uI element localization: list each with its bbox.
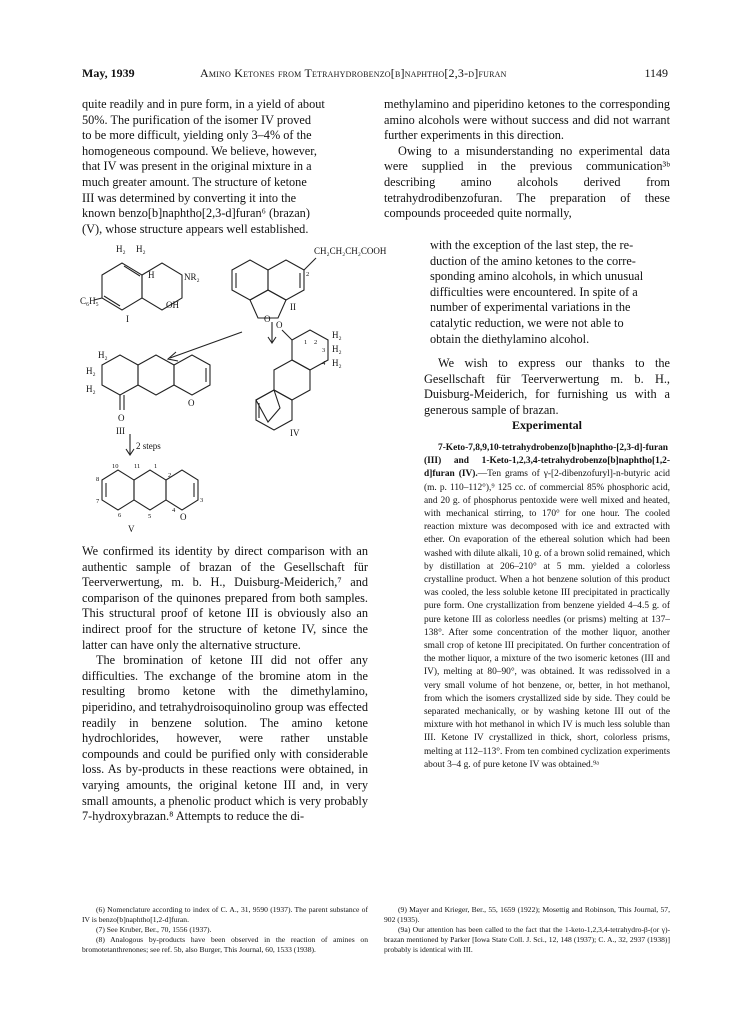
footnote: (9a) Our attention has been called to the fact that the 1-keto-1,2,3,4-tetrahydro-β-(or γ)-brazan mentioned by Parker [Iowa State Coll. J. Sci., 12, 148 (1937); C. A., 32, 2937 (1938)] probably is identical with III. [384,925,670,955]
label-o: O [188,398,195,408]
footnote: (8) Analogous by-products have been observed in the reaction of amines on bromotetanthrenones; see ref. 5b, also Burger, This Journal, 60, 1533 (1938). [82,935,368,955]
left-top-text [82,97,368,237]
ring [134,470,166,510]
text-line: duction of the amino ketones to the corre- [430,253,636,268]
experimental-heading [424,418,670,433]
locant: 2 [314,339,318,346]
label-o: O [180,512,187,522]
header-title: Amino Ketones from Tetrahydrobenzo[b]naphtho[2,3-d]furan [200,66,507,80]
locant: 1 [304,339,308,346]
text-line: homogeneous compound. We believe, however, [82,143,317,158]
experimental-intro [424,442,670,772]
running-header [82,66,668,82]
label-h2: H₂ [136,244,146,254]
footnote: (7) See Kruber, Ber., 70, 1556 (1937). [96,925,212,935]
ring [102,263,142,310]
label-I: I [126,314,129,324]
paragraph: methylamino and piperidino ketones to the corresponding amino alcohols were without success and did not warrant further experiments in this direction. [384,97,670,143]
text-line: obtain the diethylamino alcohol. [430,331,590,346]
locant: 6 [118,512,122,519]
ring [274,360,310,400]
compound-title: 7-Keto-7,8,9,10-tetrahydrobenzo[b]naphtho-[2,3-d]-furan (III) and 1-Keto-1,2,3,4-tetrahydrobenzo[b]naphtho[1,2-d]furan (IV). [424,443,670,480]
paragraph: Owing to a misunderstanding no experimental data were supplied in the previous communication³ᵇ describing amino alcohols derived from tetrahydrodibenzofuran. The preparation of these compounds proceeded quite normally, [384,143,670,221]
locant: 3 [200,497,204,504]
label-o: O [118,413,125,423]
locant: 4 [322,360,326,367]
label-c6h5: C₆H₅ [80,296,99,306]
label-h2: H₂ [332,344,342,354]
text-line: that IV was present in the original mixture in a [82,159,312,174]
locant: 2 [306,271,310,278]
footnote: (6) Nomenclature according to index of C. A., 31, 9590 (1937). The parent substance of IV is benzo[b]naphtho[1,2-d]furan. [82,905,368,925]
label-IV: IV [290,428,300,438]
label-V: V [128,524,135,534]
text-line: difficulties were encountered. In spite of a [430,284,638,299]
text-line: sponding amino alcohols, in which unusual [430,269,644,284]
ring [138,355,174,395]
label-II: II [290,302,296,312]
bond [124,266,140,276]
section-heading: Experimental [512,418,582,432]
chemical-structures-figure [82,240,412,540]
label-o: O [264,314,271,324]
text-line: 50%. The purification of the isomer IV proved [82,112,312,127]
bond [304,258,316,270]
text-line: catalytic reduction, we were not able to [430,315,624,330]
footnote: (9) Mayer and Krieger, Ber., 55, 1659 (1922); Mosettig and Robinson, This Journal, 57, 902 (1935). [384,905,670,925]
carbonyl-bond [282,330,292,340]
structure-V [102,470,198,510]
exp-text-1: —Ten grams of γ-[2-dibenzofuryl]-n-butyric acid (m. p. 110–112°),⁹ 125 cc. of commercial 85% phosphoric acid, and 20 g. of phosphorus pentoxide were well mixed and heated, with mechanical stirring, to 170° for one hour. The cooled reaction mixture was decomposed with ice and extracted with ether. On evaporation of the ethereal solution which had been washed with dilute alkali, 10 g. of a brown solid remained, which by distillation at 206–210° at 5 mm. yielded a colorless crystalline product. When a hot benzene solution of this product was cooled, the less soluble ketone III precipitated in practically pure form. One crystallization from benzene yielded 4–4.5 g. of pure ketone III as colorless needles (or prisms) melting at 137–138°. After some concentration of the mother liquor, another small crop of ketone III precipitated. On further concentration of the mother liquor, a mixture of the two isomeric ketones (III and IV), melting at 80–90°, was obtained. It was redissolved in a very small volume of hot benzene, or, better, in hot methanol, from which the isomers crystallized side by side. They could be separated mechanically, or by washing ketone III out of the mixture with hot methanol in which IV is much less soluble than III. Ketone IV crystallized in thick, short, colorless prisms, melting at 112–113°. From ten combined cyclization experiments about 3–4 g. of pure ketone IV was obtained.⁹ᵃ [424,469,670,770]
locant: 5 [148,513,152,520]
text-line: III was determined by converting it into the [82,190,297,205]
left-bottom-text [82,544,368,825]
locant: 11 [134,463,141,470]
locant: 10 [112,463,119,470]
text-line: to be more difficult, yielding only 3–4% of the [82,128,312,143]
text-line: with the exception of the last step, the re- [430,238,634,252]
text-line: known benzo[b]naphtho[2,3-d]furan⁶ (brazan) [82,206,310,221]
ring [232,260,268,300]
locant: 3 [322,347,326,354]
label-oh: OH [166,300,179,310]
text-line: much greater amount. The structure of ketone [82,174,307,189]
label-h: H [148,270,155,280]
label-steps: 2 steps [136,441,161,451]
ring [174,355,210,395]
text-line: (V), whose structure appears well established. [82,221,309,236]
label-III: III [116,426,125,436]
label-o: O [276,320,283,330]
paragraph [424,442,670,772]
locant: 7 [96,498,100,505]
label-h2: H₂ [332,358,342,368]
right-top-text [384,97,670,222]
page-number: 1149 [644,66,668,80]
structure-II [232,258,316,318]
text-line: quite readily and in pure form, in a yield of about [82,97,325,111]
label-chain: CH₂CH₂CH₂COOH [314,246,387,256]
furan-ring [256,390,280,422]
label-h2: H₂ [86,366,96,376]
ring [268,260,304,300]
label-h2: H₂ [116,244,126,254]
arrow-diagonal [170,332,242,358]
locant: 2 [168,472,172,479]
label-h2: H₂ [86,384,96,394]
right-thanks-text [424,356,670,418]
right-mid-text [430,238,670,347]
left-footnotes [82,905,368,955]
right-footnotes [384,905,670,955]
text-line: number of experimental variations in the [430,300,631,315]
header-date: May, 1939 [82,66,135,80]
ring [102,355,138,395]
label-h2: H₂ [98,350,108,360]
paragraph: We wish to express our thanks to the Gesellschaft für Teerverwertung m. b. H., Duisburg-Meiderich, for furnishing us with a generous sample of brazan. [424,356,670,417]
paragraph: The bromination of ketone III did not offer any difficulties. The exchange of the bromine atom in the resulting bromo ketone with the dimethylamino, piperidino, and tetrahydroisoquinolino group was effected readily in benzene solution. The amino ketone hydrochlorides, however, were rather unstable compounds and could be purified only with considerable loss. As by-products in these reactions were obtained, in varying amounts, the original ketone III and, in very small amounts, a phenolic product which is very probably 7-hydroxybrazan.⁸ Attempts to reduce the di- [82,653,368,824]
ring [102,470,134,510]
locant: 1 [154,463,158,470]
label-nr2: NR₂ [184,272,200,282]
label-h2: H₂ [332,330,342,340]
locant: 8 [96,476,100,483]
paragraph: We confirmed its identity by direct comparison with an authentic sample of brazan of the Gesellschaft für Teerverwertung, m. b. H., Duisburg-Meiderich,⁷ and comparison of the quinones prepared from both samples. This structural proof of ketone III is obviously also an indirect proof for the structure of ketone IV, since the latter can have only the alternative structure. [82,544,368,652]
locant: 4 [172,507,176,514]
